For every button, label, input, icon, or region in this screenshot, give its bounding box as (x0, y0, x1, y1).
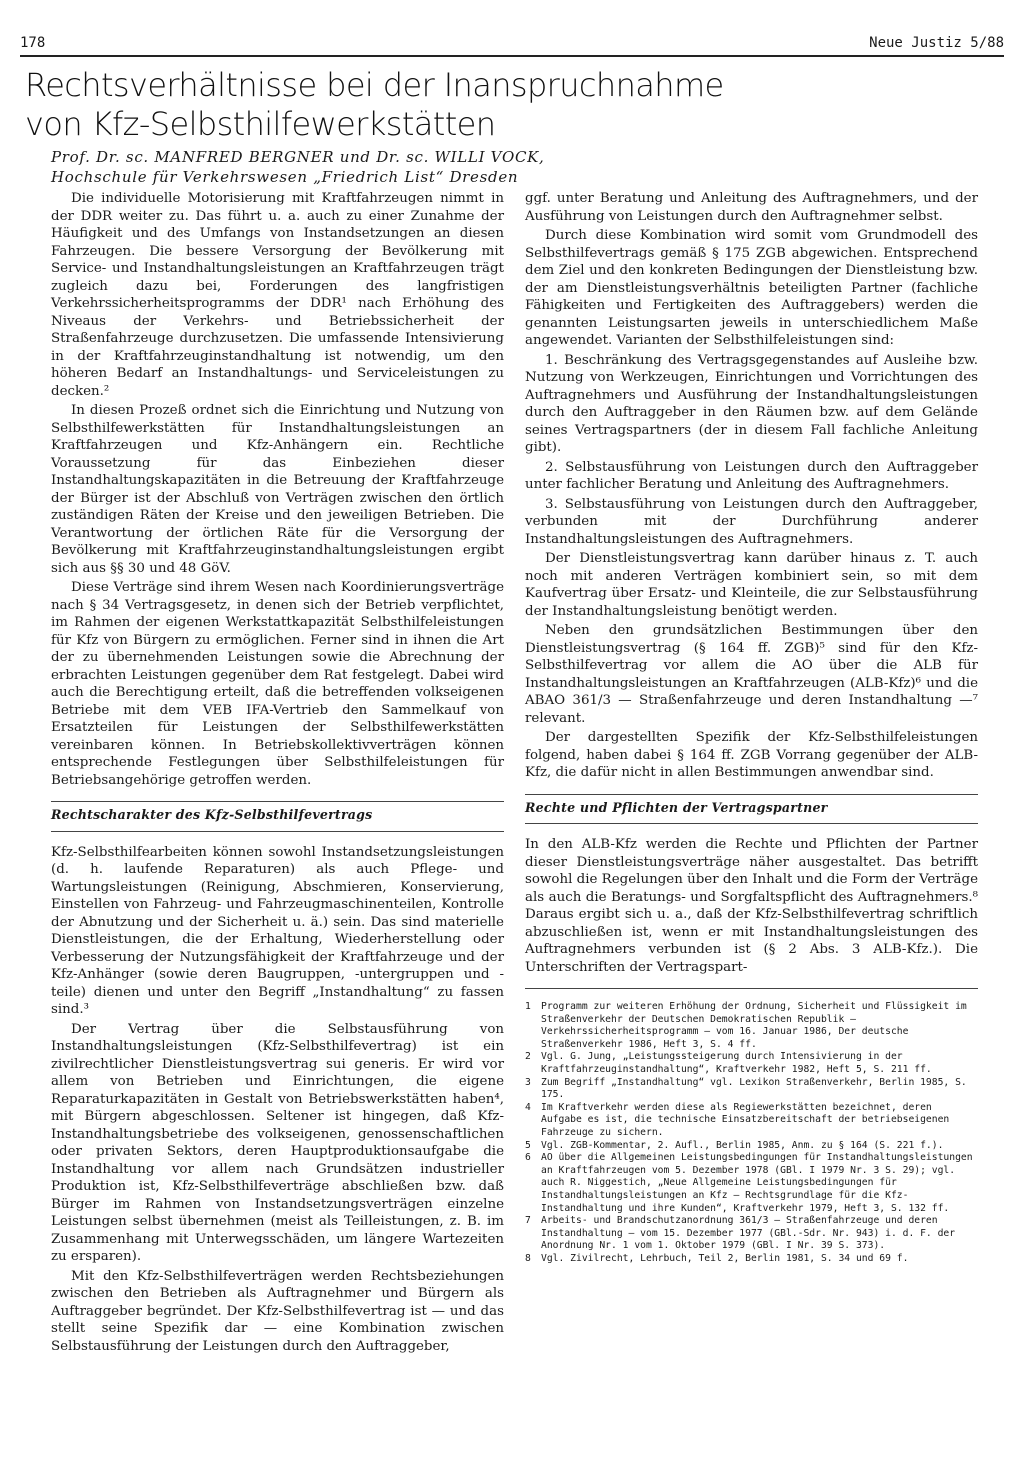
body-paragraph: Der Dienstleistungsvertrag kann darüber hinaus z. T. auch noch mit anderen Verträgen kombiniert sein, so mit dem Kaufvertrag über Ersatz- und Kleinteile, die zur Selbstausführung der Instandhaltungsleistung benötigt werden. (525, 551, 978, 619)
footnote-text: Im Kraftverkehr werden diese als Regiewerkstätten bezeichnet, deren Aufgabe es ist, die technische Einsatzbereitschaft der betriebseigenen Fahrzeuge zu sichern. (541, 1101, 950, 1138)
footnote (525, 1215, 978, 1253)
footnotes (525, 988, 978, 1265)
right-column (525, 190, 978, 1265)
footnote (525, 1253, 978, 1266)
author-byline (51, 147, 981, 187)
body-paragraph: ggf. unter Beratung und Anleitung des Auftragnehmers, und der Ausführung von Leistungen durch den Auftragnehmer selbst. (525, 191, 978, 224)
footnote-text: Vgl. G. Jung, „Leistungssteigerung durch Intensivierung in der Kraftfahrzeuginstandhaltung“, Kraftverkehr 1982, Heft 5, S. 211 ff. (541, 1051, 932, 1075)
list-item: 1. Beschränkung des Vertragsgegenstandes auf Ausleihe bzw. Nutzung von Werkzeugen, Einrichtungen und Vorrichtungen des Auftragnehmers und Ausführung der Instandhaltungsleistungen durch den Auftraggeber in den Räumen bzw. auf dem Gelände seines Vertragspartners (der in diesem Fall fachliche Anleitung gibt). (525, 352, 978, 455)
body-paragraph: Mit den Kfz-Selbsthilfeverträgen werden Rechtsbeziehungen zwischen den Betrieben als Auftragnehmer und Bürgern als Auftraggeber begründet. Der Kfz-Selbsthilfevertrag ist — und das stellt seine Spezifik dar — eine Kombination zwischen Selbstausführung der Leistungen durch den Auftraggeber, (51, 1268, 504, 1354)
body-paragraph: Die individuelle Motorisierung mit Kraftfahrzeugen nimmt in der DDR weiter zu. Das führt u. a. auch zu einer Zunahme der Häufigkeit und des Umfangs von Instandsetzungen an diesen Fahrzeugen. Die bessere Versorgung der Bevölkerung mit Service- und Instandhaltungsleistungen an Kraftfahrzeugen trägt zugleich dazu bei, Forderungen des langfristigen Verkehrssicherheitsprogramms der DDR¹ nach Erhöhung des Niveaus der Verkehrs- und Betriebssicherheit der Straßenfahrzeuge durchzusetzen. Die umfassende Intensivierung in der Kraftfahrzeuginstandhaltung ist notwendig, um den höheren Bedarf an Instandhaltungs- und Serviceleistungen zu decken.² (51, 191, 504, 399)
footnote-number: 5 (525, 1139, 531, 1151)
section-heading: Rechtscharakter des Kfz-Selbsthilfevertrags (51, 801, 504, 832)
footnote (525, 1140, 978, 1153)
byline-affiliation: Hochschule für Verkehrswesen „Friedrich List“ Dresden (51, 168, 519, 186)
footnote-number: 8 (525, 1252, 531, 1264)
section-heading: Rechte und Pflichten der Vertragspartner (525, 794, 978, 825)
running-head (20, 33, 1004, 57)
footnote-text: Programm zur weiteren Erhöhung der Ordnung, Sicherheit und Flüssigkeit im Straßenverkehr der Deutschen Demokratischen Republik — Verkehrssicherheitsprogramm — vom 16. Januar 1986, Der deutsche Straßenverkehr 1986, Heft 3, S. 4 ff. (541, 1001, 967, 1050)
footnote-text: Vgl. ZGB-Kommentar, 2. Aufl., Berlin 1985, Anm. zu § 164 (S. 221 f.). (541, 1139, 944, 1151)
footnote-number: 6 (525, 1152, 531, 1164)
footnote-number: 4 (525, 1101, 531, 1113)
footnote (525, 1051, 978, 1076)
body-paragraph: In den ALB-Kfz werden die Rechte und Pflichten der Partner dieser Dienstleistungsverträge näher ausgestaltet. Das betrifft sowohl die Regelungen über den Inhalt und die Form der Verträge als auch die Beratungs- und Sorgfaltspflicht des Auftragnehmers.⁸ Daraus ergibt sich u. a., daß der Kfz-Selbsthilfevertrag schriftlich abzuschließen ist, wenn er mit Instandhaltungsleistungen des Auftragnehmers verbunden ist (§ 2 Abs. 3 ALB-Kfz.). Die Unterschriften der Vertragspart- (525, 837, 978, 975)
footnote (525, 1102, 978, 1140)
body-paragraph: In diesen Prozeß ordnet sich die Einrichtung und Nutzung von Selbsthilfewerkstätten für Instandhaltungsleistungen an Kraftfahrzeugen und Kfz-Anhängern ein. Rechtliche Voraussetzung für das Einbeziehen dieser Instandhaltungskapazitäten in die Betreuung der Kraftfahrzeuge der Bürger ist der Abschluß von Verträgen zwischen den örtlich zuständigen Räten der Kreise und den jeweiligen Betrieben. Die Verantwortung der örtlichen Räte für die Versorgung der Bevölkerung mit Kraftfahrzeuginstandhaltungsleistungen ergibt sich aus §§ 30 und 48 GöV. (51, 403, 504, 576)
body-paragraph: Der dargestellten Spezifik der Kfz-Selbsthilfeleistungen folgend, haben dabei § 164 ff. ZGB Vorrang gegenüber der ALB-Kfz, die dafür nicht in allen Bestimmungen anwendbar sind. (525, 730, 978, 780)
page-number: 178 (20, 35, 46, 51)
footnote-number: 7 (525, 1215, 531, 1227)
list-item: 2. Selbstausführung von Leistungen durch den Auftraggeber unter fachlicher Beratung und Anleitung des Auftragnehmers. (525, 459, 978, 492)
body-paragraph: Neben den grundsätzlichen Bestimmungen über den Dienstleistungsvertrag (§ 164 ff. ZGB)⁵ sind für den Kfz-Selbsthilfevertrag vor allem die AO über die ALB für Instandhaltungsleistungen an Kraftfahrzeugen (ALB-Kfz)⁶ und die ABAO 361/3 — Straßenfahrzeuge und deren Instandhaltung —⁷ relevant. (525, 623, 978, 726)
title-line: von Kfz-Selbsthilfewerkstätten (25, 105, 496, 143)
footnote-text: Zum Begriff „Instandhaltung“ vgl. Lexikon Straßenverkehr, Berlin 1985, S. 175. (541, 1076, 967, 1101)
footnote-text: Vgl. Zivilrecht, Lehrbuch, Teil 2, Berlin 1981, S. 34 und 69 f. (541, 1252, 909, 1264)
footnote-number: 2 (525, 1051, 531, 1063)
body-paragraph: Kfz-Selbsthilfearbeiten können sowohl Instandsetzungsleistungen (d. h. laufende Reparaturen) als auch Pflege- und Wartungsleistungen (Reinigung, Abschmieren, Konservierung, Einstellen von Fahrzeug- und Fahrzeugmaschinenteilen, Kontrolle der Abnutzung und der Sicherheit u. ä.) sein. Das sind materielle Dienstleistungen, die der Erhaltung, Wiederherstellung oder Verbesserung der Nutzungsfähigkeit der Kraftfahrzeuge und der Kfz-Anhänger (sowie deren Baugruppen, -untergruppen und -teile) dienen und unter den Begriff „Instandhaltung“ zu fassen sind.³ (51, 844, 504, 1017)
title-line: Rechtsverhältnisse bei der Inanspruchnahme (25, 66, 724, 104)
footnote-number: 1 (525, 1001, 531, 1012)
body-paragraph: Durch diese Kombination wird somit vom Grundmodell des Selbsthilfevertrags gemäß § 175 ZGB abgewichen. Entsprechend dem Ziel und den konkreten Bedingungen der Dienstleistung bzw. der am Dienstleistungsverhältnis beteiligten Partner (fachliche Fähigkeiten und Fertigkeiten des Auftraggebers) werden die genannten Leistungsarten jeweils in unterschiedlichem Maße angewendet. Varianten der Selbsthilfeleistungen sind: (525, 228, 978, 348)
footnote-number: 3 (525, 1076, 531, 1088)
body-paragraph: Der Vertrag über die Selbstausführung von Instandhaltungsleistungen (Kfz-Selbsthilfevertrag) ist ein zivilrechtlicher Dienstleistungsvertrag sui generis. Er wird vor allem von Betrieben und Einrichtungen, die eigene Reparaturkapazitäten in Gestalt von Betriebswerkstätten haben⁴, mit Bürgern abgeschlossen. Seltener ist hingegen, daß Kfz-Instandhaltungsbetriebe des volkseigenen, genossenschaftlichen oder privaten Sektors, deren Hauptproduktionsaufgabe die Instandhaltung vor allem nach Grundsätzen industrieller Produktion ist, Kfz-Selbsthilfeverträge abschließen bzw. daß Bürger im Rahmen von Instandsetzungsverträgen einzelne Leistungen selbst übernehmen (meist als Teilleistungen, z. B. im Zusammenhang mit Unterwegsschäden, um längere Wartezeiten zu ersparen). (51, 1021, 504, 1264)
footnote (525, 1152, 978, 1215)
footnote (525, 1077, 978, 1102)
footnote-text: Arbeits- und Brandschutzanordnung 361/3 — Straßenfahrzeuge und deren Instandhaltung — vom 15. Dezember 1977 (GBl.-Sdr. Nr. 943) i. d. F. der Anordnung Nr. 1 vom 1. Oktober 1979 (GBl. I Nr. 39 S. 373). (541, 1215, 956, 1252)
list-item: 3. Selbstausführung von Leistungen durch den Auftraggeber, verbunden mit der Durchführung anderer Instandhaltungsleistungen des Auftragnehmers. (525, 496, 978, 547)
footnote-text: AO über die Allgemeinen Leistungsbedingungen für Instandhaltungsleistungen an Kraftfahrzeugen vom 5. Dezember 1978 (GBl. I 1979 Nr. 3 S. 29); vgl. auch R. Niggestich, „Neue Allgemeine Leistungsbedingungen für Instandhaltungsleistungen an Kfz — Rechtsgrundlage für die Kfz-Instandhaltung und ihre Kunden“, Kraftverkehr 1979, Heft 3, S. 132 ff. (541, 1152, 973, 1214)
article-title (25, 66, 1005, 144)
body-paragraph: Diese Verträge sind ihrem Wesen nach Koordinierungsverträge nach § 34 Vertragsgesetz, in denen sich der Betrieb verpflichtet, im Rahmen der eigenen Werkstattkapazität Selbsthilfeleistungen für Kfz von Bürgern zu ermöglichen. Ferner sind in ihnen die Art der zu übernehmenden Leistungen sowie die Abrechnung der erbrachten Leistungen gegenüber dem Rat festgelegt. Dabei wird auch die Berechtigung erteilt, daß die betreffenden volkseigenen Betriebe mit dem VEB IFA-Vertrieb den Sammelkauf von Ersatzteilen für Leistungen der Selbsthilfewerkstätten vereinbaren können. In Betriebskollektivverträgen können entsprechende Festlegungen über Selbsthilfeleistungen für Betriebsangehörige getroffen werden. (51, 580, 504, 788)
journal-name: Neue Justiz 5/88 (869, 35, 1004, 51)
footnote (525, 1001, 978, 1051)
left-column (51, 190, 504, 1357)
byline-authors: Prof. Dr. sc. MANFRED BERGNER und Dr. sc. WILLI VOCK, (51, 148, 545, 166)
